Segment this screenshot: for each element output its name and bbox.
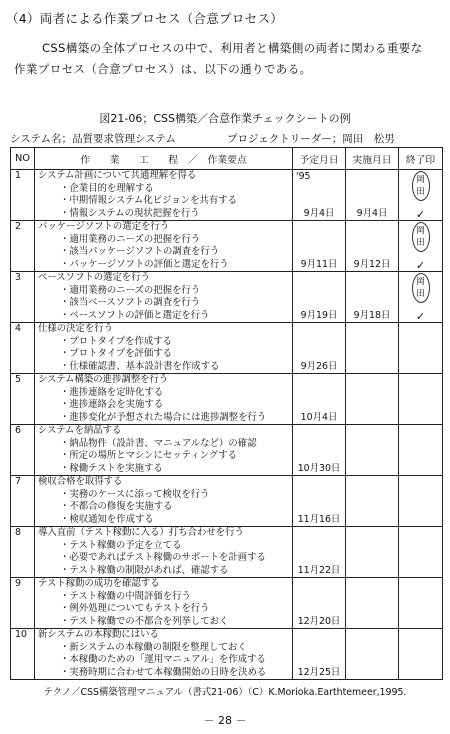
done-seal-cell — [399, 221, 443, 272]
row-number: 8 — [11, 527, 35, 578]
actual-date-cell — [346, 425, 399, 476]
planned-date: 10月30日 — [297, 463, 341, 474]
work-cell — [35, 476, 293, 527]
approval-seal — [412, 171, 430, 201]
task-point: ・不都合の修復を実施する — [60, 501, 173, 512]
done-seal-cell — [399, 476, 443, 527]
page-number: － 28 － — [203, 714, 247, 727]
project-leader: プロジェクトリーダー；岡田 松男 — [227, 133, 395, 145]
planned-date: 12月20日 — [297, 616, 341, 627]
table-body — [11, 170, 443, 680]
done-seal-cell — [399, 578, 443, 629]
table-row — [11, 476, 443, 527]
task-point: ・実務時期に合わせて本稼働開始の日時を決める — [60, 666, 267, 678]
actual-date-cell — [346, 476, 399, 527]
task-point: ・該当ベースソフトの調査を行う — [60, 297, 201, 308]
task-point: ・稼働テストを実施する — [60, 462, 163, 474]
table-row — [11, 323, 443, 374]
seal-char: 田 — [416, 289, 425, 299]
row-number: 2 — [11, 221, 35, 272]
task-point: ・進捗連絡を定時化する — [60, 386, 164, 398]
task-point: ・ベースソフトの評価と選定を行う — [60, 309, 210, 321]
task-point: ・納品物件（設計書、マニュアルなど）の確認 — [60, 437, 257, 449]
done-seal-cell — [399, 425, 443, 476]
task-point: ・所定の場所とマシンにセッティングする — [60, 450, 237, 461]
seal-char: 岡 — [416, 226, 425, 236]
checklist-table — [10, 147, 443, 680]
task-title: パッケージソフトの選定を行う — [38, 221, 170, 232]
planned-date-cell — [293, 272, 346, 323]
row-number: 4 — [11, 323, 35, 374]
planned-date: 9月4日 — [303, 208, 335, 219]
planned-date: 11月22日 — [297, 565, 341, 576]
task-point: ・実務のケースに添って検収を行う — [60, 488, 210, 500]
seal-char: 田 — [416, 187, 425, 197]
table-row — [11, 578, 443, 629]
planned-date-cell — [293, 527, 346, 578]
work-cell — [35, 272, 293, 323]
task-point: ・該当パッケージソフトの調査を行う — [60, 246, 220, 257]
work-cell — [35, 629, 293, 680]
task-point: ・進捗連絡会を実施する — [60, 399, 164, 410]
actual-date-cell — [346, 527, 399, 578]
header-no: NO — [11, 148, 35, 170]
approval-seal — [412, 273, 430, 303]
task-point: ・進捗変化が予想された場合には進捗調整を行う — [60, 411, 267, 423]
task-title: 新システムの本稼動にはいる — [38, 629, 159, 640]
task-point: ・適用業務のニーズの把握を行う — [60, 284, 201, 296]
done-seal-cell — [399, 272, 443, 323]
task-point: ・プロトタイプを評価する — [60, 348, 173, 359]
planned-date-cell — [293, 221, 346, 272]
task-title: 導入直前（テスト稼動に入る）打ち合わせを行う — [38, 527, 244, 538]
actual-date-cell — [346, 374, 399, 425]
actual-date-cell — [346, 578, 399, 629]
work-cell — [35, 374, 293, 425]
planned-date-cell — [293, 476, 346, 527]
planned-date-cell — [293, 374, 346, 425]
task-point: ・パッケージソフトの評価と選定を行う — [60, 258, 229, 270]
intro-paragraph: CSS構築の全体プロセスの中で、利用者と構築側の両者に関わる重要な作業プロセス（合意プロセス）は、以下の通りである。 — [14, 41, 423, 76]
check-mark-icon: ✓ — [415, 310, 426, 323]
table-row — [11, 425, 443, 476]
planned-date: 12月25日 — [297, 667, 341, 678]
actual-date-cell — [346, 323, 399, 374]
planned-date-cell — [293, 323, 346, 374]
planned-year: '95 — [296, 171, 311, 182]
task-point: ・テスト稼働での不都合を列挙しておく — [60, 615, 229, 627]
header-actual: 実施月日 — [346, 148, 399, 170]
task-title: 検収合格を取得する — [38, 476, 123, 487]
task-point: ・仕様確認書、基本設計書を作成する — [60, 360, 220, 372]
work-cell — [35, 425, 293, 476]
seal-char: 岡 — [416, 277, 425, 287]
task-point: ・適用業務のニーズの把握を行う — [60, 233, 201, 245]
planned-date-cell — [293, 578, 346, 629]
task-point: ・中期情報システム化ビジョンを共有する — [60, 195, 237, 206]
table-row — [11, 170, 443, 221]
planned-date-cell — [293, 425, 346, 476]
work-cell — [35, 170, 293, 221]
task-title: システム構築の進捗調整を行う — [38, 374, 169, 385]
work-cell — [35, 323, 293, 374]
table-row — [11, 629, 443, 680]
planned-date: 11月16日 — [297, 514, 341, 525]
done-seal-cell — [399, 629, 443, 680]
work-cell — [35, 221, 293, 272]
header-planned: 予定月日 — [293, 148, 346, 170]
planned-date-cell — [293, 170, 346, 221]
task-point: ・本稼働のための「運用マニュアル」を作成する — [60, 654, 266, 665]
done-seal-cell — [399, 170, 443, 221]
planned-date: 9月26日 — [300, 361, 338, 372]
figure-title: 図21-06；CSS構築／合意作業チェックシートの例 — [99, 112, 351, 125]
table-row — [11, 221, 443, 272]
task-title: テスト稼動の成功を確認する — [38, 578, 160, 589]
task-title: システムを納品する — [38, 425, 122, 436]
row-number: 3 — [11, 272, 35, 323]
task-point: ・テスト稼働の中間評価を行う — [60, 590, 191, 602]
task-point: ・必要であればテスト稼働のサポートを計画する — [60, 552, 266, 563]
done-seal-cell — [399, 527, 443, 578]
task-point: ・プロトタイプを作成する — [60, 335, 173, 347]
table-row — [11, 272, 443, 323]
planned-date: 10月4日 — [300, 412, 338, 423]
row-number: 9 — [11, 578, 35, 629]
actual-date-cell — [346, 221, 399, 272]
table-row — [11, 527, 443, 578]
task-point: ・テスト稼働の予定を立てる — [60, 539, 182, 551]
seal-char: 田 — [416, 238, 425, 248]
row-number: 7 — [11, 476, 35, 527]
task-point: ・情報システムの現状把握を行う — [60, 207, 200, 219]
done-seal-cell — [399, 323, 443, 374]
row-number: 6 — [11, 425, 35, 476]
seal-char: 岡 — [416, 175, 425, 185]
planned-date-cell — [293, 629, 346, 680]
header-done: 終了印 — [399, 148, 443, 170]
actual-date-cell — [346, 272, 399, 323]
planned-date: 9月19日 — [300, 310, 338, 321]
planned-date: 9月11日 — [300, 259, 338, 270]
row-number: 1 — [11, 170, 35, 221]
source-note: テクノ／CSS構築管理マニュアル（書式21-06）（C）K.Morioka.Earthtemeer,1995. — [43, 687, 407, 698]
task-point: ・検収通知を作成する — [60, 513, 154, 525]
work-cell — [35, 527, 293, 578]
actual-date: 9月12日 — [353, 259, 391, 270]
work-cell — [35, 578, 293, 629]
task-point: ・テスト稼働の制限があれば、確認する — [60, 564, 229, 576]
row-number: 5 — [11, 374, 35, 425]
task-title: システム計画について共通理解を得る — [38, 170, 197, 181]
row-number: 10 — [11, 629, 35, 680]
check-mark-icon: ✓ — [415, 208, 426, 221]
actual-date-cell — [346, 170, 399, 221]
table-row — [11, 374, 443, 425]
system-name: システム名；品質要求管理システム — [10, 133, 176, 145]
check-mark-icon: ✓ — [415, 259, 426, 272]
task-title: 仕様の決定を行う — [38, 323, 114, 334]
actual-date: 9月4日 — [356, 208, 388, 219]
task-point: ・例外処理についてもテストを行う — [60, 603, 210, 614]
header-work: 作 業 工 程 ／ 作業要点 — [35, 148, 293, 170]
done-seal-cell — [399, 374, 443, 425]
approval-seal — [412, 222, 430, 252]
table-header-row — [11, 148, 443, 170]
actual-date: 9月18日 — [353, 310, 391, 321]
actual-date-cell — [346, 629, 399, 680]
task-point: ・新システムの本稼働の制限を整理しておく — [60, 641, 247, 653]
section-heading: （4）両者による作業プロセス（合意プロセス） — [6, 11, 284, 26]
task-title: ベースソフトの選定を行う — [38, 272, 151, 283]
task-point: ・企業目的を理解する — [60, 182, 154, 194]
